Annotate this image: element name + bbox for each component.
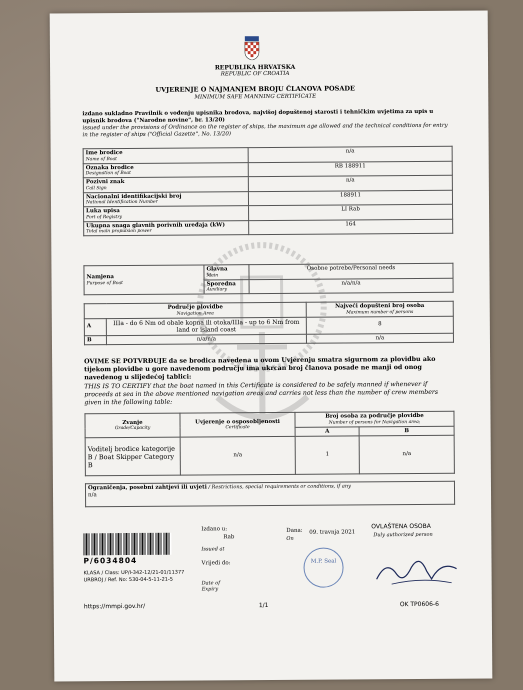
detail-label: Oznaka brodice bbox=[85, 164, 134, 171]
coat-of-arms-icon bbox=[244, 36, 260, 60]
certificate-title: UVJERENJE O NAJMANJEM BROJU ČLANOVA POSADE bbox=[155, 84, 356, 94]
barcode bbox=[83, 533, 171, 556]
certify-statement-en: THIS IS TO CERTIFY that the boat named in this Certificate is considered to be safely manned if whenever if proceeds at sea in the above mentioned navigation areas and carries not less than the number of crew members given in the following table: bbox=[84, 380, 439, 407]
certificate-header-sub: Certificate bbox=[225, 425, 250, 431]
official-title: OVLAŠTENA OSOBA bbox=[371, 522, 431, 531]
persons-header-sub: Number of persons for Navigation area; bbox=[328, 419, 421, 426]
detail-value: LI Rab bbox=[249, 204, 453, 220]
detail-label: Nacionalni identifikacijski broj bbox=[85, 193, 182, 200]
signature-icon bbox=[371, 549, 461, 590]
detail-label: Ime brodice bbox=[85, 150, 123, 157]
date-label: Dana: bbox=[286, 527, 303, 534]
date-sublabel: On bbox=[286, 535, 294, 542]
intro-text-en: issued under the provisions of Ordinance on the register of ships, the maximum age allowed and the technical conditions for entry in the register of ships ("Official Gazette", No. 13/20) bbox=[82, 122, 448, 138]
restrictions-label: Ograničenja, posebni zahtjevi ili uvjeti bbox=[87, 484, 207, 492]
area-header: Područje plovidbe bbox=[167, 304, 223, 311]
area-header-sub: Navigation Area bbox=[176, 310, 214, 317]
purpose-aux-label: Sporedna bbox=[206, 280, 236, 287]
purpose-main-sublabel: Main bbox=[206, 272, 219, 278]
urbroj-text: URBROJ / Ref. No: 530-04-5-11-21-5 bbox=[83, 576, 173, 584]
certificate-page bbox=[50, 10, 493, 681]
klasa-text: KLASA / Class: UP/I-342-12/21-01/11377 bbox=[83, 569, 185, 577]
date-value: 09. travnja 2021 bbox=[309, 529, 356, 536]
purpose-main-label: Glavna bbox=[206, 266, 228, 273]
area-max-persons: n/a bbox=[306, 333, 453, 344]
detail-sublabel: National Identification Number bbox=[85, 199, 158, 206]
detail-sublabel: Designation of Boat bbox=[85, 170, 131, 177]
max-persons-header-sub: Maximum number of persons bbox=[346, 309, 414, 315]
detail-row bbox=[84, 219, 453, 236]
detail-value: n/a bbox=[248, 175, 452, 191]
detail-value: 164 bbox=[249, 219, 453, 235]
crew-table bbox=[84, 411, 454, 477]
official-seal bbox=[303, 547, 343, 587]
restrictions-value: n/a bbox=[88, 491, 97, 498]
crew-row bbox=[85, 435, 454, 476]
intro-text: izdano sukladno Pravilnik o vođenju upisnika brodova, najvišoj dopuštenoj starosti i tehničkim uvjetima za upis u upisnik brodova ("Narodne novine", br. 13/20) bbox=[82, 108, 434, 124]
certificate-header: Uvjerenje o osposobljenosti bbox=[195, 418, 280, 426]
boat-details-table bbox=[83, 146, 454, 237]
country-name-en: REPUBLIC OF CROATIA bbox=[220, 70, 290, 78]
area-key: B bbox=[84, 335, 106, 345]
detail-sublabel: Name of Boat bbox=[85, 156, 118, 162]
col-b-header: B bbox=[359, 426, 454, 436]
area-max-persons: 8 bbox=[306, 316, 453, 334]
detail-sublabel: Call Sign bbox=[85, 185, 107, 191]
detail-value: n/a bbox=[248, 146, 452, 162]
certificate-title-en: MINIMUM SAFE MANNING CERTIFICATE bbox=[194, 93, 317, 101]
crew-count-a: 1 bbox=[295, 436, 359, 474]
official-title-en: Duly authorized person bbox=[373, 531, 433, 539]
purpose-sublabel: Purpose of Boat bbox=[86, 280, 123, 287]
detail-label: Pozivni znak bbox=[85, 179, 125, 186]
persons-header: Broj osoba za područje plovidbe bbox=[325, 412, 424, 420]
navigation-area-table bbox=[84, 301, 454, 346]
detail-sublabel: Total main propulsion power bbox=[86, 228, 152, 235]
issued-value: Rab bbox=[223, 534, 235, 541]
detail-value: RB 188911 bbox=[248, 161, 452, 177]
crew-count-b: n/a bbox=[359, 435, 454, 474]
purpose-main-value: Osobne potrebe/Personal needs bbox=[249, 263, 453, 279]
issued-label: Izdano u: bbox=[201, 526, 228, 533]
valid-label: Vrijedi do: bbox=[201, 560, 231, 567]
purpose-aux-value: n/a/n/a bbox=[249, 278, 453, 294]
country-name: REPUBLIKA HRVATSKA bbox=[214, 63, 296, 72]
purpose-table bbox=[83, 263, 453, 296]
valid-sublabel: Date of Expiry bbox=[201, 580, 221, 593]
form-code: OK TP0606-6 bbox=[399, 600, 439, 609]
crew-certificate: n/a bbox=[180, 436, 295, 475]
certify-statement: OVIME SE POTVRĐUJE da se brodica navedena u ovom Uvjerenju smatra sigurnom za plovidbu ako tijekom plovidbe u gore navedenom području ima ukrcan broj članova posade ne manji od onog navedenog u slijedećoj tablici: bbox=[84, 355, 436, 382]
detail-label: Ukupna snaga glavnih porivnih uređaja (kW) bbox=[86, 221, 225, 229]
detail-value: 188911 bbox=[248, 190, 452, 206]
max-persons-header: Najveći dopušteni broj osoba bbox=[335, 302, 425, 310]
barcode-number: P/6034804 bbox=[83, 555, 138, 566]
website-link[interactable]: https://mmpi.gov.hr/ bbox=[83, 602, 146, 611]
restrictions-box bbox=[85, 481, 455, 508]
area-row bbox=[84, 333, 453, 345]
crew-grade: Voditelj brodice kategorije B / Boat Skipper Category B bbox=[85, 437, 180, 476]
col-a-header: A bbox=[295, 426, 359, 436]
area-key: A bbox=[84, 318, 106, 335]
restrictions-label-en: / Restrictions, special requirements or conditions, if any bbox=[206, 483, 351, 491]
grade-header-sub: Grade/Capacity bbox=[114, 426, 151, 432]
detail-sublabel: Port of Registry bbox=[86, 214, 123, 220]
area-description: IIIa - do 6 Nm od obale kopna ili otoka/IIIa - up to 6 Nm from land or island coast bbox=[106, 317, 306, 335]
area-description: n/a/n/a bbox=[106, 334, 306, 345]
purpose-aux-sublabel: Auxiliary bbox=[206, 287, 228, 293]
seal-text: M.P. Seal bbox=[310, 558, 337, 565]
detail-label: Luka upisa bbox=[86, 208, 120, 215]
issued-sublabel: Issued at bbox=[201, 546, 225, 553]
page-number: 1/1 bbox=[258, 602, 269, 610]
grade-header: Zvanje bbox=[122, 419, 143, 426]
purpose-label: Namjena bbox=[86, 274, 115, 281]
